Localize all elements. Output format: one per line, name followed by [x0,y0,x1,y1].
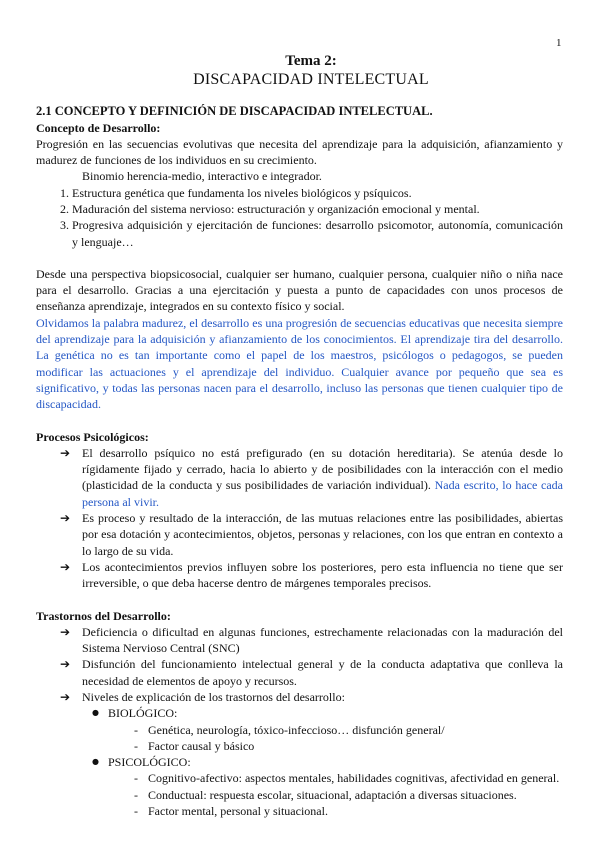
list-item: - Genética, neurología, tóxico-infeccioso… disfunción general/ [134,722,563,738]
procesos-note: Nada escrito, lo hace cada persona al vivir. [82,478,563,509]
section-heading: 2.1 CONCEPTO Y DEFINICIÓN DE DISCAPACIDAD INTELECTUAL. [36,104,433,118]
tema-label: Tema 2: [285,53,337,69]
highlighted-note: Olvidamos la palabra madurez, el desarrollo es una progresión de secuencias educativas que necesita siempre del aprendizaje para la adquisición y afianzamiento de los conocimientos. El aprendizaje tira del desarrollo. La genética no es tan importante como el papel de los maestros, psicólogos o pedagogos, se pueden modificar las actuaciones y el aprendizaje del individuo. Cualquier avance por pequeño que sea es significativo, y todas las personas nacen para el desarrollo, incluso las personas que tienen cualquier tipo de discapacidad. [36,315,563,412]
nivel-biologico [92,705,563,754]
list-item: ➔ Los acontecimientos previos influyen sobre los posteriores, pero esta influencia no tiene que ser irreversible, o que deba hacerse dentro de márgenes temporales precisos. [60,559,563,592]
list-item: ➔ Niveles de explicación de los trastornos del desarrollo: [60,689,563,705]
procesos-list [36,445,563,592]
trastornos-list [36,624,563,705]
page-number: 1 [556,37,562,49]
list-item: - Factor mental, personal y situacional. [134,803,563,819]
concepto-title: Concepto de Desarrollo: [36,120,161,135]
list-item: 1. Estructura genética que fundamenta los niveles biológicos y psíquicos. [72,185,563,201]
psicologico-sublist [108,770,563,819]
binomio-line: Binomio herencia-medio, interactivo e integrador. [82,169,322,184]
procesos-item-text: El desarrollo psíquico no está prefigurado (en su dotación hereditaria). Se atenúa desde lo rígidamente fijado y cerrado, hacia lo abierto y de posibilidades con la interacción con el medio (plasticidad de la conducta y sus posibilidades de variación individual). [82,445,563,493]
biologico-sublist [108,722,563,755]
list-item: ➔ Es proceso y resultado de la interacción, de las mutuas relaciones entre las posibilidades, abiertas por esa dotación y acontecimientos, objetos, personas y relaciones, con los que entran en contexto a lo largo de su vida. [60,510,563,559]
list-item: 3. Progresiva adquisición y ejercitación de funciones: desarrollo psicomotor, autonomía, comunicación y lenguaje… [72,217,563,250]
niveles-list [36,705,563,819]
document-title: DISCAPACIDAD INTELECTUAL [193,71,429,88]
document-body [36,103,563,819]
list-item: - Conductual: respuesta escolar, situacional, adaptación a diversas situaciones. [134,787,563,803]
list-item: 2. Maduración del sistema nervioso: estructuración y organización emocional y mental. [72,201,563,217]
nivel-label: BIOLÓGICO: [108,706,178,721]
list-item: - Factor causal y básico [134,738,563,754]
list-item: ➔ Deficiencia o dificultad en algunas funciones, estrechamente relacionadas con la maduración del Sistema Nervioso Central (SNC) [60,624,563,657]
concepto-paragraph: Progresión en las secuencias evolutivas que necesita del aprendizaje para la adquisición, afianzamiento y madurez de funciones de los individuos en su crecimiento. [36,136,563,168]
nivel-label: PSICOLÓGICO: [108,755,191,770]
procesos-title: Procesos Psicológicos: [36,429,149,444]
spacer [36,250,563,266]
biopsicosocial-paragraph: Desde una perspectiva biopsicosocial, cualquier ser humano, cualquier persona, cualquier niño o niña nace para el desarrollo. Gracias a una ejercitación y puesta a punto de capacidades con unos procesos de enseñanza aprendizaje, integrados en su contexto físico y social. [36,266,563,314]
list-item: - Cognitivo-afectivo: aspectos mentales, habilidades cognitivas, afectividad en general. [134,770,563,786]
list-item: ➔ Disfunción del funcionamiento intelectual general y de la conducta adaptativa que conlleva la necesidad de elementos de apoyo y recursos. [60,656,563,689]
trastornos-title: Trastornos del Desarrollo: [36,608,171,623]
concepto-list [36,185,563,250]
list-item [60,445,563,510]
nivel-psicologico [92,754,563,819]
spacer [36,592,563,608]
spacer [36,413,563,429]
